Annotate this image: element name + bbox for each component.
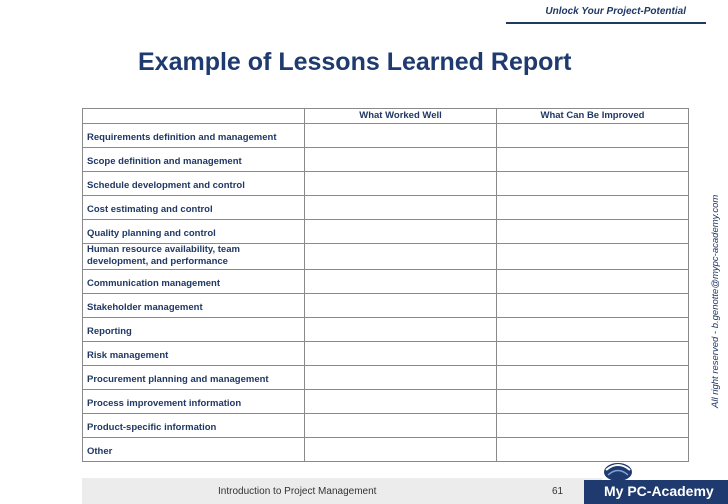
cell-worked-well <box>305 438 497 462</box>
row-label: Other <box>83 438 305 462</box>
cell-worked-well <box>305 220 497 244</box>
cell-can-improve <box>497 196 689 220</box>
lessons-learned-table <box>82 108 689 462</box>
cell-worked-well <box>305 414 497 438</box>
cell-can-improve <box>497 390 689 414</box>
row-label: Quality planning and control <box>83 220 305 244</box>
row-label: Communication management <box>83 270 305 294</box>
row-label: Schedule development and control <box>83 172 305 196</box>
cell-worked-well <box>305 172 497 196</box>
table-row <box>83 124 689 148</box>
cell-can-improve <box>497 294 689 318</box>
column-header-can-improve: What Can Be Improved <box>497 109 689 124</box>
table-row <box>83 196 689 220</box>
table-row <box>83 414 689 438</box>
cell-can-improve <box>497 342 689 366</box>
cell-worked-well <box>305 342 497 366</box>
cell-can-improve <box>497 414 689 438</box>
cell-can-improve <box>497 172 689 196</box>
row-label: Risk management <box>83 342 305 366</box>
cell-worked-well <box>305 366 497 390</box>
cell-can-improve <box>497 318 689 342</box>
cell-can-improve <box>497 148 689 172</box>
cell-worked-well <box>305 244 497 270</box>
footer-course-title: Introduction to Project Management <box>218 486 377 497</box>
row-label: Human resource availability, team development, and performance <box>83 244 305 270</box>
cell-worked-well <box>305 294 497 318</box>
cell-worked-well <box>305 390 497 414</box>
tagline: Unlock Your Project-Potential <box>545 6 686 17</box>
row-label: Cost estimating and control <box>83 196 305 220</box>
brand-name: My PC-Academy <box>604 483 714 499</box>
table-row <box>83 220 689 244</box>
table-row <box>83 318 689 342</box>
cell-can-improve <box>497 366 689 390</box>
page-title: Example of Lessons Learned Report <box>138 48 572 76</box>
table-header-row <box>83 109 689 124</box>
row-label: Stakeholder management <box>83 294 305 318</box>
column-header-worked-well: What Worked Well <box>305 109 497 124</box>
cell-worked-well <box>305 148 497 172</box>
table-row <box>83 366 689 390</box>
table-row <box>83 172 689 196</box>
table-row <box>83 148 689 172</box>
cell-can-improve <box>497 220 689 244</box>
table-row <box>83 244 689 270</box>
table-row <box>83 390 689 414</box>
row-label: Scope definition and management <box>83 148 305 172</box>
row-label: Product-specific information <box>83 414 305 438</box>
cell-can-improve <box>497 244 689 270</box>
row-label: Reporting <box>83 318 305 342</box>
column-header-category <box>83 109 305 124</box>
table-row <box>83 294 689 318</box>
cell-can-improve <box>497 270 689 294</box>
cell-worked-well <box>305 196 497 220</box>
row-label: Process improvement information <box>83 390 305 414</box>
tagline-rule <box>506 22 706 24</box>
cell-can-improve <box>497 438 689 462</box>
cell-can-improve <box>497 124 689 148</box>
cell-worked-well <box>305 270 497 294</box>
table-row <box>83 342 689 366</box>
brand-logo-icon <box>598 458 638 482</box>
copyright-vertical-text: All right reserved - b.genotte@mypc-academy.com <box>710 194 721 408</box>
row-label: Requirements definition and management <box>83 124 305 148</box>
cell-worked-well <box>305 124 497 148</box>
row-label: Procurement planning and management <box>83 366 305 390</box>
cell-worked-well <box>305 318 497 342</box>
table-row <box>83 270 689 294</box>
page-number: 61 <box>552 486 564 497</box>
